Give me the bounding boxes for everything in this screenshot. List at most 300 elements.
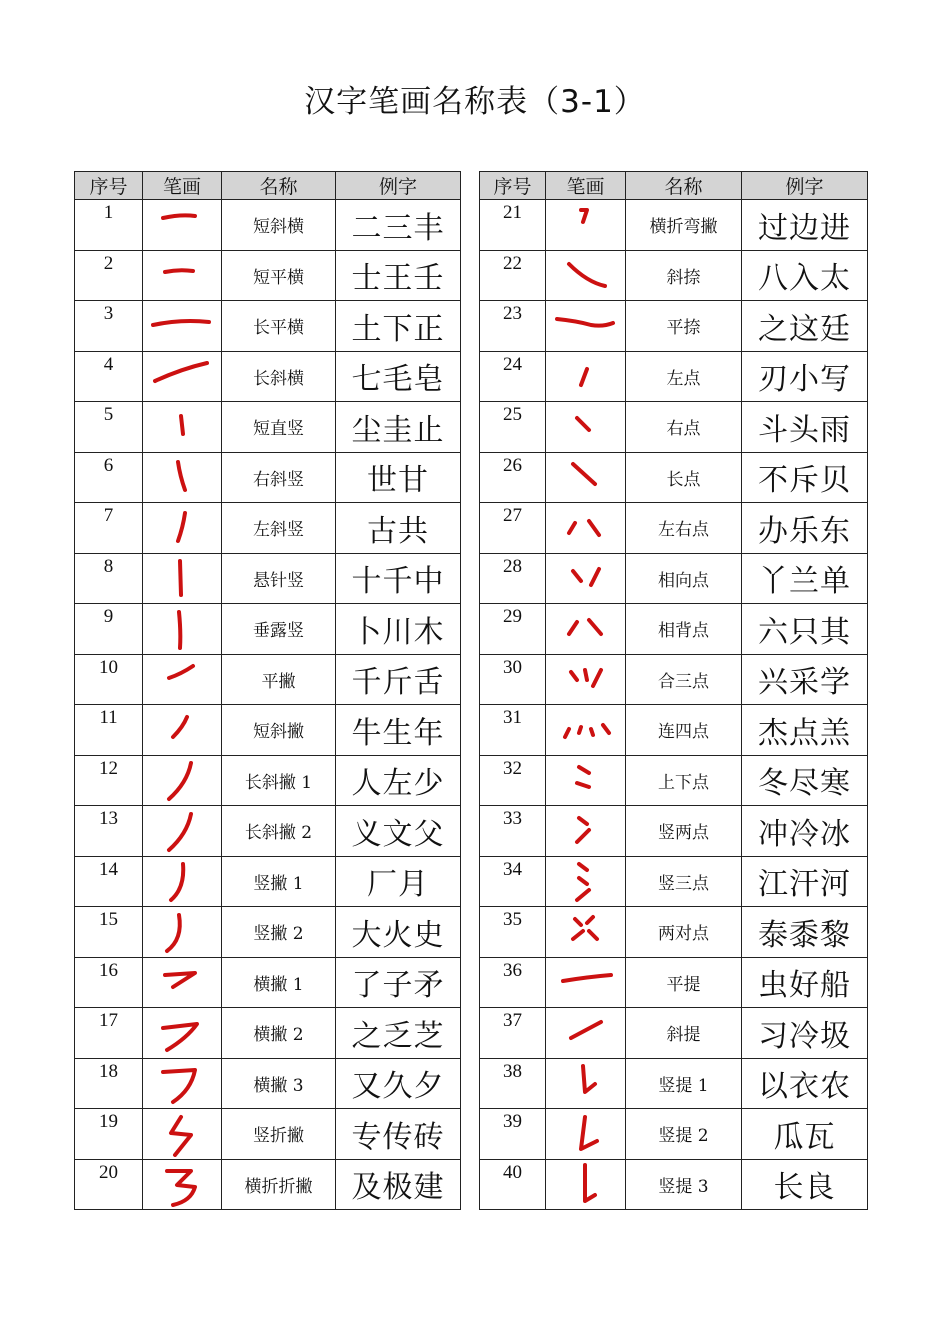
stroke-name: 横撇 1 (222, 957, 336, 1008)
stroke-glyph-cell (546, 705, 626, 756)
example-characters: 不斥贝 (742, 452, 868, 503)
row-number: 1 (75, 200, 143, 251)
stroke-name: 相向点 (626, 553, 742, 604)
stroke-glyph-cell (546, 1109, 626, 1160)
stroke-name: 短斜撇 (222, 705, 336, 756)
stroke-name: 横折折撇 (222, 1159, 336, 1210)
stroke-name: 长斜横 (222, 351, 336, 402)
stroke-path (178, 462, 185, 490)
example-characters: 杰点羔 (742, 705, 868, 756)
stroke-path (569, 523, 575, 533)
example-characters: 七毛皂 (336, 351, 461, 402)
stroke-path (178, 513, 185, 541)
stroke-glyph-icon (551, 1111, 621, 1157)
example-characters: 二三丰 (336, 200, 461, 251)
stroke-name: 竖撇 2 (222, 907, 336, 958)
example-characters: 泰黍黎 (742, 907, 868, 958)
table-header-row (75, 172, 461, 200)
table-row (75, 402, 461, 453)
stroke-glyph-icon (551, 303, 621, 349)
stroke-glyph-icon (551, 959, 621, 1005)
row-number: 24 (480, 351, 546, 402)
stroke-glyph-cell (143, 856, 222, 907)
row-number: 21 (480, 200, 546, 251)
row-number: 30 (480, 654, 546, 705)
stroke-glyph-icon (551, 202, 621, 248)
stroke-path (173, 717, 187, 737)
example-characters: 斗头雨 (742, 402, 868, 453)
stroke-glyph-icon (147, 1161, 217, 1207)
stroke-path (169, 666, 193, 678)
stroke-path (577, 830, 589, 842)
stroke-glyph-cell (546, 856, 626, 907)
example-characters: 又久夕 (336, 1058, 461, 1109)
page-title: 汉字笔画名称表（3-1） (304, 84, 646, 120)
stroke-path (569, 622, 577, 634)
stroke-glyph-icon (147, 707, 217, 753)
stroke-glyph-icon (147, 252, 217, 298)
stroke-glyph-icon (551, 555, 621, 601)
stroke-path (589, 931, 597, 939)
stroke-path (169, 814, 191, 850)
stroke-glyph-cell (546, 553, 626, 604)
example-characters: 士王壬 (336, 250, 461, 301)
stroke-glyph-icon (147, 202, 217, 248)
example-characters: 冬尽寒 (742, 755, 868, 806)
stroke-path (573, 931, 583, 939)
stroke-glyph-cell (546, 957, 626, 1008)
stroke-name: 长点 (626, 452, 742, 503)
stroke-name: 竖三点 (626, 856, 742, 907)
table-row (75, 301, 461, 352)
example-characters: 及极建 (336, 1159, 461, 1210)
stroke-name: 左斜竖 (222, 503, 336, 554)
stroke-path (571, 1022, 601, 1038)
stroke-path (163, 1024, 197, 1050)
stroke-name: 上下点 (626, 755, 742, 806)
stroke-glyph-icon (551, 505, 621, 551)
table-row (75, 1159, 461, 1210)
stroke-path (171, 864, 183, 900)
table-row (480, 755, 868, 806)
header-number: 序号 (480, 172, 546, 200)
stroke-glyph-cell (143, 250, 222, 301)
stroke-glyph-cell (546, 200, 626, 251)
stroke-glyph-cell (143, 907, 222, 958)
stroke-glyph-icon (147, 858, 217, 904)
header-stroke: 笔画 (546, 172, 626, 200)
stroke-name: 长平横 (222, 301, 336, 352)
example-characters: 办乐东 (742, 503, 868, 554)
stroke-name: 短斜横 (222, 200, 336, 251)
table-row (75, 1008, 461, 1059)
table-row (75, 957, 461, 1008)
stroke-path (167, 1171, 195, 1205)
stroke-name: 长斜撇 1 (222, 755, 336, 806)
stroke-name: 短平横 (222, 250, 336, 301)
stroke-name: 相背点 (626, 604, 742, 655)
stroke-name: 竖提 3 (626, 1159, 742, 1210)
stroke-name: 右斜竖 (222, 452, 336, 503)
stroke-path (589, 521, 599, 535)
row-number: 2 (75, 250, 143, 301)
example-characters: 尘圭止 (336, 402, 461, 453)
stroke-name: 横撇 3 (222, 1058, 336, 1109)
stroke-glyph-cell (143, 402, 222, 453)
stroke-glyph-icon (147, 656, 217, 702)
stroke-glyph-cell (143, 503, 222, 554)
table-row (75, 200, 461, 251)
stroke-path (563, 975, 611, 981)
stroke-path (153, 321, 209, 325)
header-stroke: 笔画 (143, 172, 222, 200)
table-row (480, 705, 868, 756)
example-characters: 千斤舌 (336, 654, 461, 705)
stroke-glyph-icon (147, 959, 217, 1005)
stroke-name: 横撇 2 (222, 1008, 336, 1059)
stroke-name: 合三点 (626, 654, 742, 705)
row-number: 7 (75, 503, 143, 554)
stroke-path (569, 264, 605, 286)
stroke-path (585, 670, 587, 680)
stroke-path (579, 767, 589, 773)
row-number: 17 (75, 1008, 143, 1059)
stroke-name: 悬针竖 (222, 553, 336, 604)
example-characters: 虫好船 (742, 957, 868, 1008)
stroke-path (591, 569, 599, 585)
stroke-name: 横折弯撇 (626, 200, 742, 251)
stroke-name: 斜捺 (626, 250, 742, 301)
stroke-glyph-cell (143, 553, 222, 604)
stroke-path (581, 1117, 597, 1149)
example-characters: 过边进 (742, 200, 868, 251)
row-number: 12 (75, 755, 143, 806)
stroke-path (589, 620, 601, 634)
table-row (75, 907, 461, 958)
example-characters: 厂月 (336, 856, 461, 907)
table-row (480, 553, 868, 604)
stroke-name: 连四点 (626, 705, 742, 756)
stroke-glyph-icon (147, 1010, 217, 1056)
stroke-path (579, 878, 587, 884)
stroke-name: 竖折撇 (222, 1109, 336, 1160)
row-number: 13 (75, 806, 143, 857)
row-number: 35 (480, 907, 546, 958)
example-characters: 卜川木 (336, 604, 461, 655)
row-number: 34 (480, 856, 546, 907)
stroke-name: 左右点 (626, 503, 742, 554)
table-row (75, 1109, 461, 1160)
stroke-glyph-icon (147, 303, 217, 349)
example-characters: 古共 (336, 503, 461, 554)
table-row (480, 856, 868, 907)
example-characters: 之乏芝 (336, 1008, 461, 1059)
row-number: 6 (75, 452, 143, 503)
table-row (75, 351, 461, 402)
stroke-glyph-cell (143, 452, 222, 503)
row-number: 39 (480, 1109, 546, 1160)
table-row (75, 553, 461, 604)
stroke-glyph-icon (147, 505, 217, 551)
stroke-glyph-cell (546, 604, 626, 655)
stroke-path (591, 729, 593, 735)
row-number: 23 (480, 301, 546, 352)
table-row (480, 907, 868, 958)
stroke-path (180, 561, 181, 595)
stroke-path (579, 818, 587, 824)
stroke-glyph-cell (546, 806, 626, 857)
stroke-path (583, 1066, 595, 1092)
stroke-path (581, 210, 587, 222)
example-characters: 以衣农 (742, 1058, 868, 1109)
example-characters: 之这廷 (742, 301, 868, 352)
stroke-glyph-icon (147, 1111, 217, 1157)
table-row (480, 957, 868, 1008)
row-number: 5 (75, 402, 143, 453)
stroke-name: 垂露竖 (222, 604, 336, 655)
stroke-path (585, 1165, 595, 1201)
stroke-path (573, 464, 595, 484)
row-number: 19 (75, 1109, 143, 1160)
stroke-glyph-icon (147, 606, 217, 652)
stroke-path (577, 783, 589, 787)
stroke-name: 短直竖 (222, 402, 336, 453)
stroke-glyph-cell (546, 907, 626, 958)
row-number: 28 (480, 553, 546, 604)
table-row (75, 755, 461, 806)
stroke-name: 竖两点 (626, 806, 742, 857)
stroke-path (573, 571, 581, 581)
stroke-glyph-cell (546, 1058, 626, 1109)
stroke-glyph-icon (551, 1161, 621, 1207)
row-number: 27 (480, 503, 546, 554)
stroke-glyph-cell (546, 351, 626, 402)
table-row (480, 301, 868, 352)
example-characters: 刃小写 (742, 351, 868, 402)
row-number: 38 (480, 1058, 546, 1109)
stroke-path (163, 1070, 195, 1102)
example-characters: 瓜瓦 (742, 1109, 868, 1160)
table-row (480, 1008, 868, 1059)
header-examples: 例字 (336, 172, 461, 200)
stroke-path (593, 670, 601, 686)
table-row (75, 503, 461, 554)
stroke-path (181, 416, 183, 434)
stroke-path (169, 763, 191, 799)
row-number: 3 (75, 301, 143, 352)
table-row (480, 452, 868, 503)
example-characters: 长良 (742, 1159, 868, 1210)
stroke-glyph-icon (551, 808, 621, 854)
header-name: 名称 (626, 172, 742, 200)
stroke-glyph-icon (551, 252, 621, 298)
stroke-glyph-cell (143, 1058, 222, 1109)
header-examples: 例字 (742, 172, 868, 200)
stroke-name: 竖提 1 (626, 1058, 742, 1109)
row-number: 37 (480, 1008, 546, 1059)
table-row (75, 604, 461, 655)
stroke-path (577, 890, 589, 900)
table-row (75, 1058, 461, 1109)
stroke-path (155, 363, 207, 381)
stroke-path (165, 973, 195, 987)
stroke-glyph-cell (143, 200, 222, 251)
stroke-name: 平捺 (626, 301, 742, 352)
header-name: 名称 (222, 172, 336, 200)
stroke-glyph-icon (147, 1060, 217, 1106)
example-characters: 十千中 (336, 553, 461, 604)
stroke-name: 两对点 (626, 907, 742, 958)
stroke-glyph-icon (147, 353, 217, 399)
stroke-name: 斜提 (626, 1008, 742, 1059)
stroke-glyph-cell (546, 654, 626, 705)
table-header-row (480, 172, 868, 200)
example-characters: 江汗河 (742, 856, 868, 907)
stroke-glyph-cell (546, 1159, 626, 1210)
stroke-glyph-icon (147, 909, 217, 955)
stroke-glyph-cell (143, 301, 222, 352)
example-characters: 大火史 (336, 907, 461, 958)
stroke-glyph-icon (551, 757, 621, 803)
table-row (480, 1159, 868, 1210)
stroke-path (571, 672, 577, 680)
table-row (75, 856, 461, 907)
stroke-glyph-cell (143, 957, 222, 1008)
stroke-glyph-icon (147, 454, 217, 500)
row-number: 32 (480, 755, 546, 806)
stroke-glyph-cell (143, 604, 222, 655)
table-row (480, 604, 868, 655)
stroke-path (179, 612, 180, 648)
stroke-glyph-cell (546, 452, 626, 503)
table-row (480, 503, 868, 554)
example-characters: 了子矛 (336, 957, 461, 1008)
row-number: 14 (75, 856, 143, 907)
row-number: 11 (75, 705, 143, 756)
row-number: 10 (75, 654, 143, 705)
stroke-glyph-cell (143, 351, 222, 402)
stroke-path (579, 864, 587, 870)
row-number: 4 (75, 351, 143, 402)
example-characters: 人左少 (336, 755, 461, 806)
example-characters: 兴采学 (742, 654, 868, 705)
stroke-name: 右点 (626, 402, 742, 453)
stroke-path (579, 727, 581, 733)
table-row (75, 654, 461, 705)
stroke-name: 竖提 2 (626, 1109, 742, 1160)
stroke-table-right (479, 171, 868, 1210)
stroke-path (603, 725, 609, 733)
stroke-glyph-icon (551, 707, 621, 753)
row-number: 22 (480, 250, 546, 301)
row-number: 9 (75, 604, 143, 655)
stroke-path (167, 915, 180, 951)
stroke-glyph-cell (143, 755, 222, 806)
row-number: 8 (75, 553, 143, 604)
row-number: 36 (480, 957, 546, 1008)
example-characters: 八入太 (742, 250, 868, 301)
stroke-path (587, 917, 593, 923)
stroke-path (581, 369, 587, 385)
example-characters: 丫兰单 (742, 553, 868, 604)
stroke-glyph-cell (546, 402, 626, 453)
stroke-path (575, 919, 581, 925)
row-number: 33 (480, 806, 546, 857)
table-row (480, 1109, 868, 1160)
stroke-path (171, 1117, 191, 1155)
table-row (480, 351, 868, 402)
table-row (75, 250, 461, 301)
stroke-glyph-icon (147, 404, 217, 450)
table-row (75, 452, 461, 503)
example-characters: 世甘 (336, 452, 461, 503)
stroke-glyph-cell (546, 250, 626, 301)
table-row (480, 200, 868, 251)
stroke-path (565, 729, 569, 737)
row-number: 18 (75, 1058, 143, 1109)
row-number: 16 (75, 957, 143, 1008)
row-number: 25 (480, 402, 546, 453)
example-characters: 土下正 (336, 301, 461, 352)
stroke-name: 长斜撇 2 (222, 806, 336, 857)
table-row (480, 1058, 868, 1109)
stroke-name: 左点 (626, 351, 742, 402)
stroke-glyph-icon (551, 1010, 621, 1056)
example-characters: 义文父 (336, 806, 461, 857)
row-number: 20 (75, 1159, 143, 1210)
stroke-name: 竖撇 1 (222, 856, 336, 907)
stroke-glyph-cell (143, 1159, 222, 1210)
stroke-glyph-cell (143, 1109, 222, 1160)
table-row (75, 806, 461, 857)
stroke-glyph-icon (551, 656, 621, 702)
example-characters: 牛生年 (336, 705, 461, 756)
row-number: 15 (75, 907, 143, 958)
stroke-glyph-cell (143, 654, 222, 705)
stroke-path (557, 319, 613, 326)
stroke-glyph-cell (546, 755, 626, 806)
stroke-glyph-cell (143, 705, 222, 756)
stroke-glyph-icon (551, 909, 621, 955)
stroke-glyph-icon (147, 555, 217, 601)
example-characters: 习冷圾 (742, 1008, 868, 1059)
row-number: 31 (480, 705, 546, 756)
stroke-glyph-icon (551, 404, 621, 450)
stroke-table-left (74, 171, 461, 1210)
example-characters: 专传砖 (336, 1109, 461, 1160)
table-row (480, 250, 868, 301)
stroke-glyph-icon (551, 606, 621, 652)
stroke-path (165, 270, 193, 272)
stroke-glyph-cell (546, 503, 626, 554)
stroke-glyph-cell (143, 1008, 222, 1059)
stroke-path (163, 215, 195, 218)
header-number: 序号 (75, 172, 143, 200)
stroke-glyph-cell (546, 301, 626, 352)
stroke-name: 平提 (626, 957, 742, 1008)
stroke-glyph-cell (546, 1008, 626, 1059)
row-number: 40 (480, 1159, 546, 1210)
example-characters: 冲冷冰 (742, 806, 868, 857)
example-characters: 六只其 (742, 604, 868, 655)
stroke-glyph-cell (143, 806, 222, 857)
stroke-path (577, 418, 589, 430)
stroke-glyph-icon (147, 757, 217, 803)
stroke-glyph-icon (551, 1060, 621, 1106)
stroke-glyph-icon (147, 808, 217, 854)
stroke-name: 平撇 (222, 654, 336, 705)
stroke-glyph-icon (551, 353, 621, 399)
